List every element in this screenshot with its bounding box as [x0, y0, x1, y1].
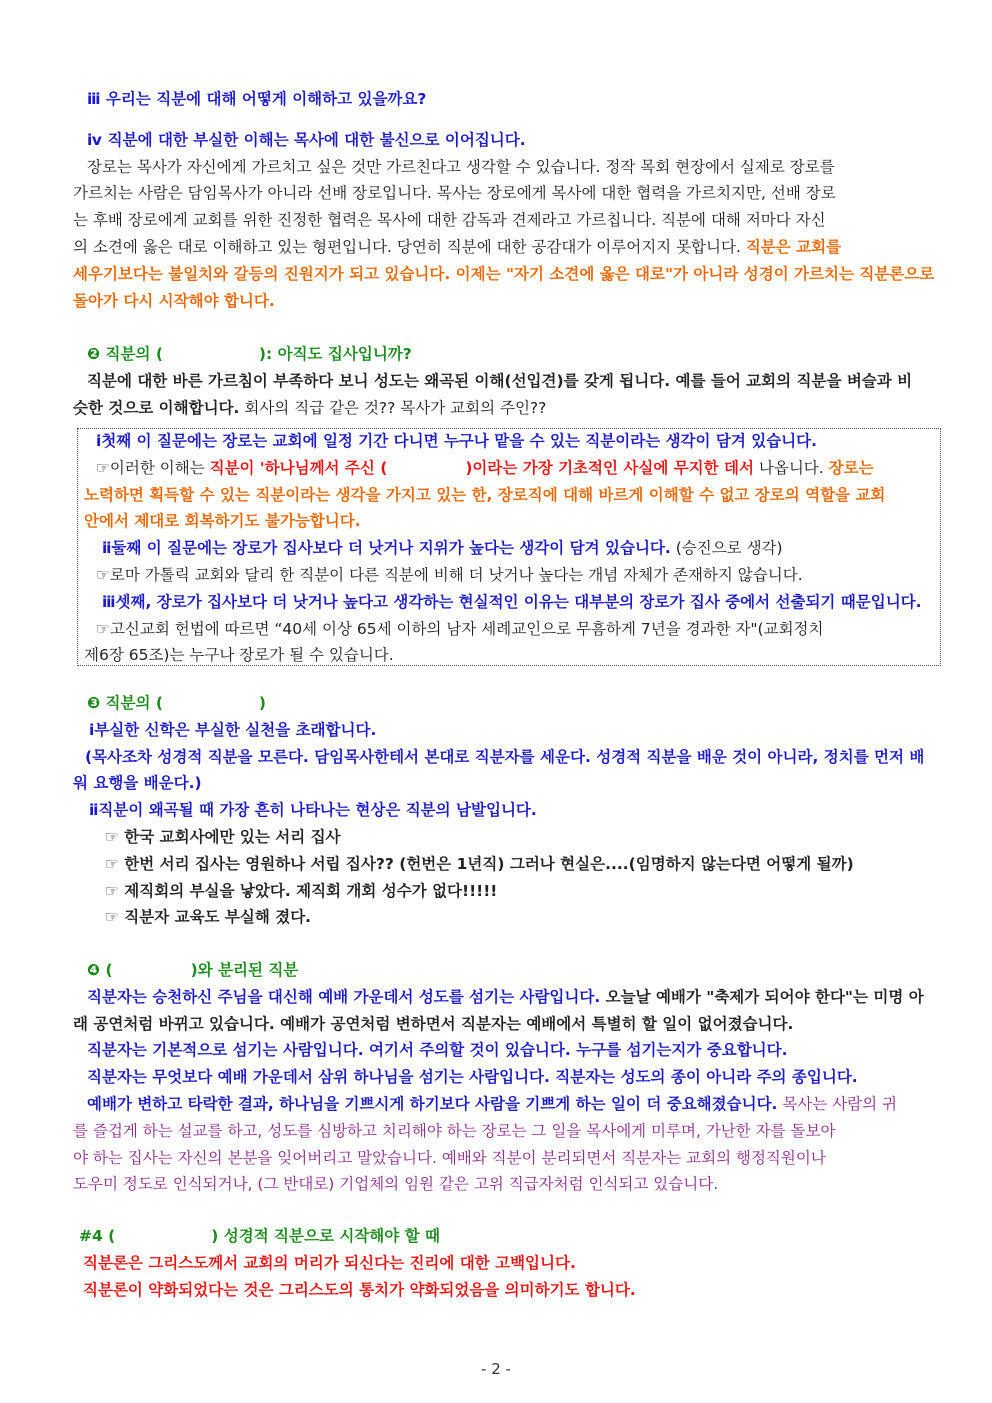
section-iii-iv: [73, 86, 946, 314]
paragraph-line: 래 공연처럼 바뀌고 있습니다. 예배가 공연처럼 변하면서 직분자는 예배에서 특별히 할 일이 없어졌습니다.: [73, 1014, 794, 1033]
box-line: ☞고신교회 헌법에 따르면 “40세 이상 65세 이하의 남자 세례교인으로 무흠하게 7년을 경과한 자"(교회정치: [96, 619, 824, 638]
section-3: [73, 690, 946, 931]
paragraph-line: 직분자는 기본적으로 섬기는 사람입니다. 여기서 주의할 것이 있습니다. 누구를 섬기는지가 중요합니다.: [87, 1041, 788, 1060]
paragraph-text: 의 소견에 옳은 대로 이해하고 있는 형편입니다. 당연히 직분에 대한 공감대가 이루어지지 못합니다.: [73, 237, 746, 256]
heading-iv: ⅳ 직분에 대한 부실한 이해는 목사에 대한 불신으로 이어집니다.: [87, 130, 526, 149]
paragraph-text: 슷한 것으로 이해합니다.: [73, 398, 240, 417]
box-line: ⅰ첫째 이 질문에는 장로는 교회에 일정 기간 다니면 누구나 맡을 수 있는 직분이라는 생각이 담겨 있습니다.: [96, 432, 818, 450]
box-content: ⅰ첫째 이 질문에는 장로는 교회에 일정 기간 다니면 누구나 맡을 수 있는 직분이라는 생각이 담겨 있습니다. ☞이러한 이해는 직분이 '하나님께서 주신 ( )이라는 가장 기초적인 사실에 무지한 데서 나옵니다. 장로는 노력하면 획득할 수 있는 직분이라는 생각을 가지고 있는 한, 장로직에 대해 바르게 이해할 수 없고 장로의 역할을 교회 안에서 제대로 회복하기도 불가능합니다. ⅱ둘째 이 질문에는 장로가 집사보다 더 낫거나 지위가 높다는 생각이 담겨 있습니다. (승진으로 생각) ☞로마 가톨릭 교회와 달리 한 직분이 다른 직분에 비해 더 낫거나 높다는 개념 자체가 존재하지 않습니다. ⅲ셋째, 장로가 집사보다 더 낫거나 높다고 생각하는 현실적인 이유는 대부분의 장로가 집사 중에서 선출되기 때문입니다. ☞고신교회 헌법에 따르면 “40세 이상 65세 이하의 남자 세례교인으로 무흠하게 7년을 경과한 자"(교회정치 제6장 65조)는 누구나 장로가 될 수 있습니다.: [84, 428, 936, 669]
box-line: 노력하면 획득할 수 있는 직분이라는 생각을 가지고 있는 한, 장로직에 대해 바르게 이해할 수 없고 장로의 역할을 교회: [84, 485, 886, 504]
bullet-item: ☞ 한번 서리 집사는 영원하나 서립 집사?? (헌번은 1년직) 그러나 현실은....(임명하지 않는다면 어떻게 될까): [105, 854, 854, 873]
paragraph-line: 를 즐겁게 하는 설교를 하고, 성도를 심방하고 치리해야 하는 장로는 그 일을 목사에게 미루며, 가난한 자를 돌보아: [73, 1121, 836, 1140]
section-5-line: 직분론이 약화되었다는 것은 그리스도의 통치가 약화되었음을 의미하기도 합니다.: [83, 1280, 636, 1299]
paragraph-line: 는 후배 장로에게 교회를 위한 진정한 협력은 목사에 대한 감독과 견제라고 가르칩니다. 직분에 대해 저마다 자신: [73, 211, 826, 230]
box-line: ☞로마 가톨릭 교회와 달리 한 직분이 다른 직분에 비해 더 낫거나 높다는 개념 자체가 존재하지 않습니다.: [96, 565, 803, 584]
section-3-line: ⅱ직분이 왜곡될 때 가장 흔히 나타나는 현상은 직분의 남발입니다.: [89, 801, 537, 820]
box-line: ⅲ셋째, 장로가 집사보다 더 낫거나 높다고 생각하는 현실적인 이유는 대부분의 장로가 집사 중에서 선출되기 때문입니다.: [102, 592, 922, 611]
page-number: - 2 -: [481, 1360, 511, 1378]
heading-iii: ⅲ 우리는 직분에 대해 어떻게 이해하고 있을까요?: [87, 90, 427, 108]
paragraph-line: 가르치는 사람은 담임목사가 아니라 선배 장로입니다. 목사는 장로에게 목사에 대한 협력을 가르치지만, 선배 장로: [73, 184, 836, 203]
section-5-line: 직분론은 그리스도께서 교회의 머리가 되신다는 진리에 대한 고백입니다.: [83, 1253, 576, 1272]
paragraph-line: 장로는 목사가 자신에게 가르치고 싶은 것만 가르친다고 생각할 수 있습니다. 정작 목회 현장에서 실제로 장로를: [87, 157, 835, 176]
section-4-heading: ❹ ( )와 분리된 직분: [87, 961, 299, 979]
emphasis-line: 돌아가 다시 시작해야 합니다.: [73, 291, 275, 310]
bullet-item: ☞ 한국 교회사에만 있는 서리 집사: [105, 827, 341, 846]
paragraph-line: 직분자는 무엇보다 예배 가운데서 삼위 하나님을 섬기는 사람입니다. 직분자는 성도의 종이 아니라 주의 종입니다.: [87, 1068, 858, 1087]
box-line: 안에서 제대로 회복하기도 불가능합니다.: [84, 512, 361, 531]
section-2-heading: ❷ 직분의 ( ): 아직도 집사입니까?: [87, 345, 412, 363]
section-5: [73, 1223, 946, 1303]
section-4: ❹ ( )와 분리된 직분 직분자는 승천하신 주님을 대신해 예배 가운데서 성도를 섬기는 사람입니다. 오늘날 예배가 "축제가 되어야 한다"는 미명 아 래 공연처럼 바뀌고 있습니다. 예배가 공연처럼 변하면서 직분자는 예배에서 특별히 할 일이 없어졌습니다. 직분자는 기본적으로 섬기는 사람입니다. 여기서 주의할 것이 있습니다. 누구를 섬기는지가 중요합니다. 직분자는 무엇보다 예배 가운데서 삼위 하나님을 섬기는 사람입니다. 직분자는 성도의 종이 아니라 주의 종입니다. 예배가 변하고 타락한 결과, 하나님을 기쁘시게 하기보다 사람을 기쁘게 하는 일이 더 중요해졌습니다. 목사는 사람의 귀 를 즐겁게 하는 설교를 하고, 성도를 심방하고 치리해야 하는 장로는 그 일을 목사에게 미루며, 가난한 자를 돌보아 야 하는 집사는 자신의 본분을 잊어버리고 말았습니다. 예배와 직분이 분리되면서 직분자는 교회의 행정직원이나 도우미 정도로 인식되거나, (그 반대로) 기업체의 임원 같은 고위 직급자처럼 인식되고 있습니다.: [73, 957, 946, 1198]
paragraph-line: 도우미 정도로 인식되거나, (그 반대로) 기업체의 임원 같은 고위 직급자처럼 인식되고 있습니다.: [73, 1175, 719, 1194]
paragraph-line: 직분에 대한 바른 가르침이 부족하다 보니 성도는 왜곡된 이해(선입견)를 갖게 됩니다. 예를 들어 교회의 직분을 벼슬과 비: [87, 371, 913, 390]
section-5-heading: #4 ( ) 성경적 직분으로 시작해야 할 때: [79, 1227, 440, 1245]
emphasis-text: 직분은 교회를: [745, 237, 842, 256]
paragraph-line: 야 하는 집사는 자신의 본분을 잊어버리고 말았습니다. 예배와 직분이 분리되면서 직분자는 교회의 행정직원이나: [73, 1148, 826, 1167]
section-3-line: 워 요행을 배운다.): [73, 774, 202, 793]
section-3-line: (목사조차 성경적 직분을 모른다. 담임목사한테서 본대로 직분자를 세운다. 성경적 직분을 배운 것이 아니라, 정치를 먼저 배: [85, 747, 925, 766]
paragraph-text: 회사의 직급 같은 것?? 목사가 교회의 주인??: [239, 398, 547, 417]
emphasis-line: 세우기보다는 불일치와 갈등의 진원지가 되고 있습니다. 이제는 "자기 소견에 옳은 대로"가 아니라 성경이 가르치는 직분론으로: [73, 264, 935, 283]
bullet-item: ☞ 제직회의 부실을 낳았다. 제직회 개회 성수가 없다!!!!!: [105, 881, 498, 900]
section-2: [73, 341, 946, 421]
section-3-line: ⅰ부실한 신학은 부실한 실천을 초래합니다.: [89, 720, 377, 739]
bullet-item: ☞ 직분자 교육도 부실해 졌다.: [105, 908, 312, 927]
box-line: 제6장 65조)는 누구나 장로가 될 수 있습니다.: [84, 646, 394, 665]
section-3-heading: ❸ 직분의 ( ): [87, 694, 267, 712]
